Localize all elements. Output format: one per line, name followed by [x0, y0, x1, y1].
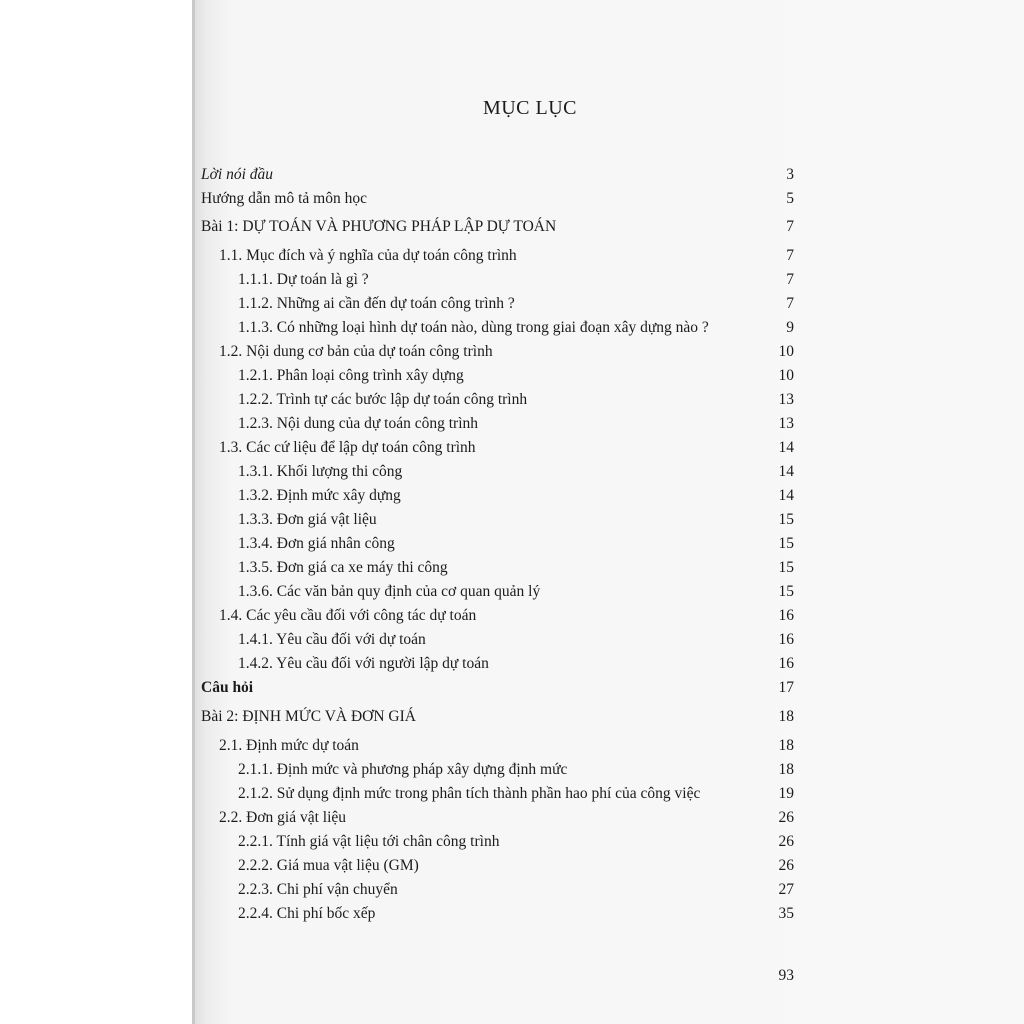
toc-page-number: 5	[786, 190, 794, 207]
toc-page-number: 16	[778, 631, 794, 648]
toc-page-number: 18	[778, 761, 794, 778]
toc-page-number: 26	[778, 833, 794, 850]
toc-entry-cau-hoi: Câu hỏi	[201, 679, 254, 696]
toc-page-number: 15	[778, 583, 794, 600]
toc-page-number: 15	[778, 559, 794, 576]
toc-subsection-2-2-4: 2.2.4. Chi phí bốc xếp	[238, 905, 376, 922]
toc-page-number: 10	[778, 343, 794, 360]
toc-page-number: 15	[778, 511, 794, 528]
toc-subsection-1-3-4: 1.3.4. Đơn giá nhân công	[238, 535, 395, 552]
toc-page-number: 3	[786, 166, 794, 183]
toc-subsection-1-3-3: 1.3.3. Đơn giá vật liệu	[238, 511, 377, 528]
toc-page-number: 13	[778, 391, 794, 408]
toc-section-1-2: 1.2. Nội dung cơ bản của dự toán công trình	[219, 343, 493, 360]
toc-page-number: 16	[778, 655, 794, 672]
toc-chapter-bai-2: Bài 2: ĐỊNH MỨC VÀ ĐƠN GIÁ	[201, 708, 416, 725]
toc-page-number: 9	[786, 319, 794, 336]
toc-subsection-1-3-6: 1.3.6. Các văn bản quy định của cơ quan quản lý	[238, 583, 541, 600]
toc-entry-loi-noi-dau: Lời nói đầu	[201, 166, 274, 183]
toc-section-2-2: 2.2. Đơn giá vật liệu	[219, 809, 347, 826]
toc-subsection-1-4-1: 1.4.1. Yêu cầu đối với dự toán	[238, 631, 426, 648]
toc-subsection-1-2-2: 1.2.2. Trình tự các bước lập dự toán công trình	[238, 391, 528, 408]
toc-section-1-1: 1.1. Mục đích và ý nghĩa của dự toán công trình	[219, 247, 517, 264]
toc-subsection-2-1-2: 2.1.2. Sử dụng định mức trong phân tích thành phần hao phí của công việc	[238, 785, 701, 802]
toc-subsection-1-1-1: 1.1.1. Dự toán là gì ?	[238, 271, 369, 288]
toc-subsection-1-1-3: 1.1.3. Có những loại hình dự toán nào, dùng trong giai đoạn xây dựng nào ?	[238, 319, 709, 336]
toc-subsection-2-2-2: 2.2.2. Giá mua vật liệu (GM)	[238, 857, 419, 874]
toc-page-number: 14	[778, 487, 794, 504]
toc-page-number: 10	[778, 367, 794, 384]
toc-page-number: 27	[778, 881, 794, 898]
toc-page-number: 35	[778, 905, 794, 922]
toc-entry-huong-dan: Hướng dẫn mô tả môn học	[201, 190, 367, 207]
toc-subsection-1-2-3: 1.2.3. Nội dung của dự toán công trình	[238, 415, 479, 432]
toc-subsection-1-3-1: 1.3.1. Khối lượng thi công	[238, 463, 403, 480]
toc-page-number: 13	[778, 415, 794, 432]
toc-subsection-2-2-1: 2.2.1. Tính giá vật liệu tới chân công trình	[238, 833, 500, 850]
toc-subsection-1-3-5: 1.3.5. Đơn giá ca xe máy thi công	[238, 559, 448, 576]
toc-page-number: 16	[778, 607, 794, 624]
toc-chapter-bai-1: Bài 1: DỰ TOÁN VÀ PHƯƠNG PHÁP LẬP DỰ TOÁN	[201, 218, 557, 235]
toc-subsection-2-1-1: 2.1.1. Định mức và phương pháp xây dựng định mức	[238, 761, 568, 778]
toc-page-number: 15	[778, 535, 794, 552]
toc-page-number: 14	[778, 463, 794, 480]
page-title: MỤC LỤC	[482, 97, 578, 119]
toc-section-1-4: 1.4. Các yêu cầu đối với công tác dự toán	[219, 607, 477, 624]
toc-page-number: 26	[778, 857, 794, 874]
toc-page-number: 14	[778, 439, 794, 456]
toc-page-number: 26	[778, 809, 794, 826]
toc-page-number: 17	[778, 679, 794, 696]
toc-page-number: 18	[778, 708, 794, 725]
toc-page-number: 18	[778, 737, 794, 754]
toc-page-number: 7	[786, 218, 794, 235]
toc-page-number: 7	[786, 295, 794, 312]
toc-page-number: 7	[786, 271, 794, 288]
page-number: 93	[778, 967, 794, 984]
toc-subsection-2-2-3: 2.2.3. Chi phí vận chuyển	[238, 881, 398, 898]
toc-subsection-1-1-2: 1.1.2. Những ai cần đến dự toán công trình ?	[238, 295, 515, 312]
toc-subsection-1-3-2: 1.3.2. Định mức xây dựng	[238, 487, 401, 504]
toc-page-number: 7	[786, 247, 794, 264]
toc-section-1-3: 1.3. Các cứ liệu để lập dự toán công trình	[219, 439, 476, 456]
toc-subsection-1-2-1: 1.2.1. Phân loại công trình xây dựng	[238, 367, 464, 384]
toc-subsection-1-4-2: 1.4.2. Yêu cầu đối với người lập dự toán	[238, 655, 489, 672]
toc-section-2-1: 2.1. Định mức dự toán	[219, 737, 359, 754]
toc-page-number: 19	[778, 785, 794, 802]
